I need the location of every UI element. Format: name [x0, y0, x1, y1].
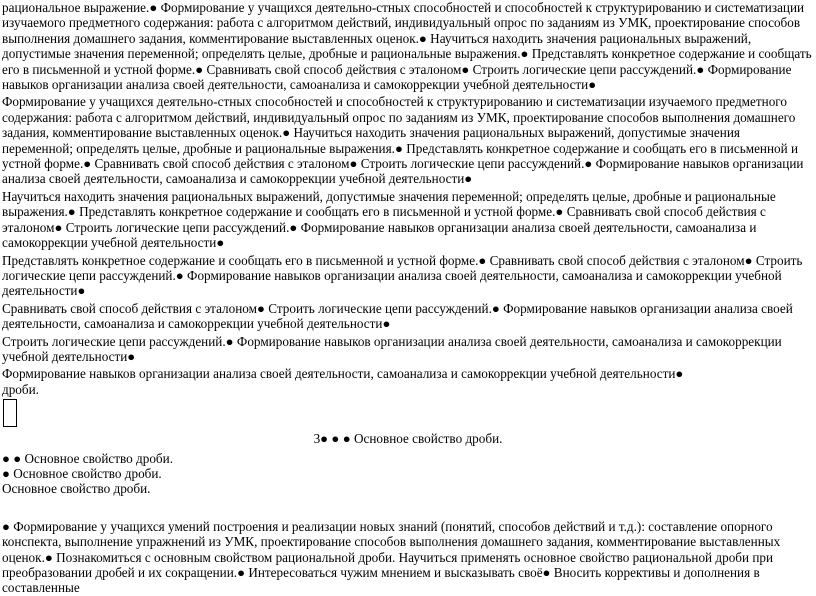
paragraph-7: Формирование навыков организации анализа своей деятельности, самоанализа и самокоррекции учебной деятельности●	[2, 366, 684, 382]
fraction-word: дроби.	[2, 381, 39, 397]
empty-fraction-box	[3, 399, 17, 427]
property-line-3: Основное свойство дроби.	[2, 481, 151, 497]
paragraph-3: Научиться находить значения рациональных выражений, допустимые значения переменной; определять целые, дробные и рациональные выражения.● Представлять конкретное содержание и сообщать его в письменной и устной форме.● Сравнивать свой способ действия с эталоном● Строить логические цепи рассуждений.● Формирование навыков организации анализа своей деятельности, самоанализа и самокоррекции учебной деятельности●	[2, 188, 776, 251]
paragraph-2: Формирование у учащихся деятельно-стных способностей и способностей к структурированию и систематизации изучаемого предметного содержания: работа с алгоритмом действий, индивидуальный опрос по заданиям из УМК, проектирование способов выполнения домашнего задания, комментирование выставленных оценок.● Научиться находить значения рациональных выражений, допустимые значения переменной; определять целые, дробные и рациональные выражения.● Представлять конкретное содержание и сообщать его в письменной и устной форме.● Сравнивать свой способ действия с эталоном● Строить логические цепи рассуждений.● Формирование навыков организации анализа своей деятельности, самоанализа и самокоррекции учебной деятельности●	[2, 94, 804, 187]
paragraph-4: Представлять конкретное содержание и сообщать его в письменной и устной форме.● Сравнивать свой способ действия с эталоном● Строить логические цепи рассуждений.● Формирование навыков организации анализа своей деятельности, самоанализа и самокоррекции учебной деятельности●	[2, 252, 803, 299]
paragraph-6: Строить логические цепи рассуждений.● Формирование навыков организации анализа своей деятельности, самоанализа и самокоррекции учебной деятельности●	[2, 333, 782, 364]
section-title-line: 3● ● ● Основное свойство дроби.	[313, 431, 503, 447]
property-line-1: ● ● Основное свойство дроби.	[2, 450, 173, 466]
paragraph-1: рациональное выражение.● Формирование у учащихся деятельно-стных способностей и способностей к структурированию и систематизации изучаемого предметного содержания: работа с алгоритмом действий, индивидуальный опрос по заданиям из УМК, проектирование способов выполнения домашнего задания, комментирование выставленных оценок.● Научиться находить значения рациональных выражений, допустимые значения переменной; определять целые, дробные и рациональные выражения.● Представлять конкретное содержание и сообщать его в письменной и устной форме.● Сравнивать свой способ действия с эталоном● Строить логические цепи рассуждений.● Формирование навыков организации анализа своей деятельности, самоанализа и самокоррекции учебной деятельности●	[2, 0, 812, 93]
paragraph-5: Сравнивать свой способ действия с эталоном● Строить логические цепи рассуждений.● Формирование навыков организации анализа своей деятельности, самоанализа и самокоррекции учебной деятельности●	[2, 300, 793, 332]
spacer	[2, 497, 814, 519]
property-line-2: ● Основное свойство дроби.	[2, 465, 162, 481]
final-paragraph: ● Формирование у учащихся умений построения и реализации новых знаний (понятий, способов действий и т.д.): составление опорного конспекта, выполнение упражнений из УМК, проектирование способов выполнения домашнего задания, комментирование выставленных оценок.● Познакомиться с основным свойством рациональной дроби. Научиться применять основное свойство рациональной дроби при преобразовании дробей и их сокращении.● Интересоваться чужим мнением и высказывать своё● Вносить коррективы и дополнения в составленные	[2, 518, 781, 596]
